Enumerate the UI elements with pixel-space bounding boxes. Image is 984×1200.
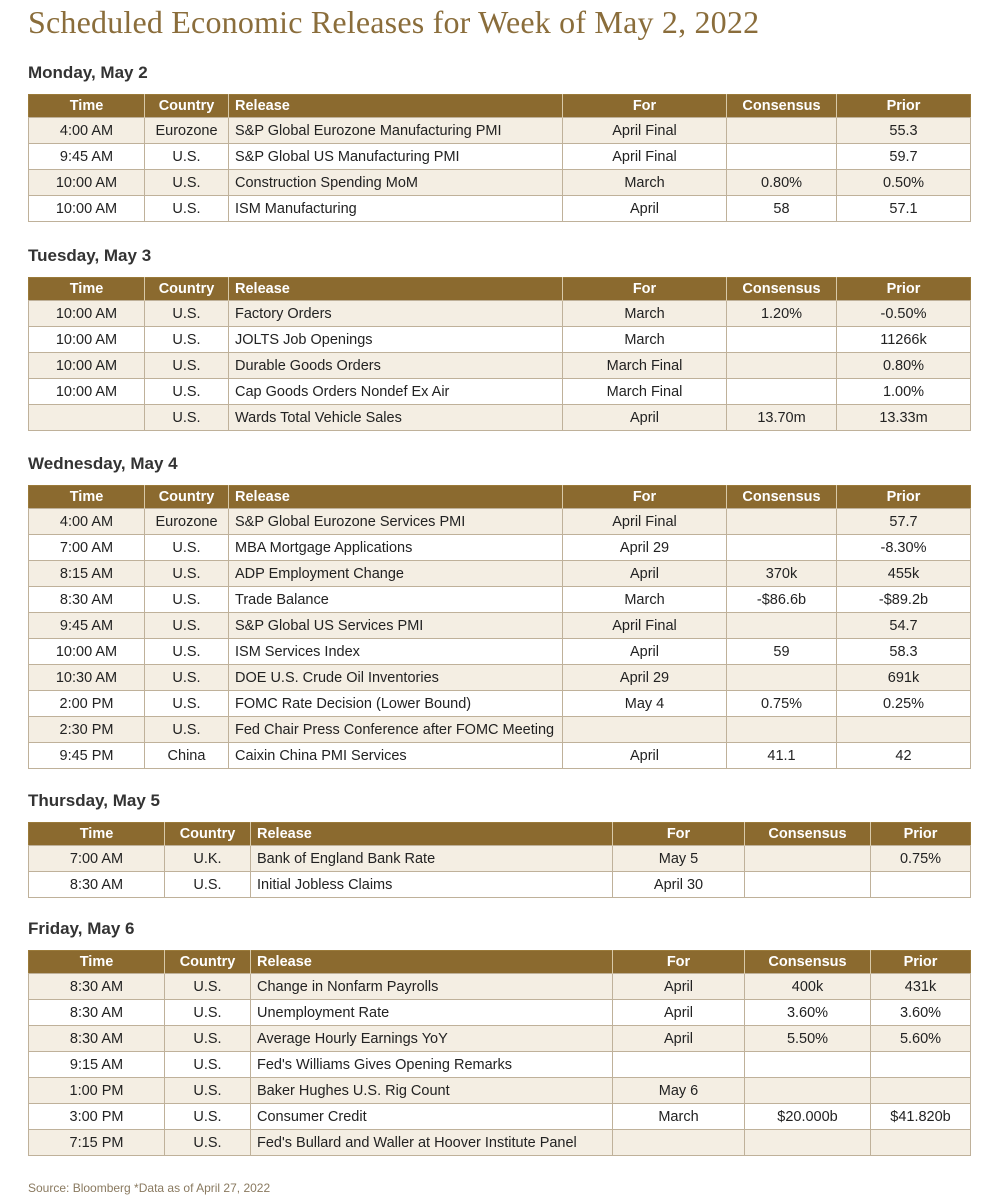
- cell-consensus: [727, 613, 837, 639]
- column-header-time: Time: [29, 486, 145, 509]
- column-header-prior: Prior: [837, 486, 971, 509]
- cell-prior: 455k: [837, 561, 971, 587]
- cell-release: Fed's Williams Gives Opening Remarks: [251, 1052, 613, 1078]
- cell-consensus: [727, 144, 837, 170]
- cell-prior: 5.60%: [871, 1026, 971, 1052]
- cell-release: Cap Goods Orders Nondef Ex Air: [229, 379, 563, 405]
- cell-release: Construction Spending MoM: [229, 170, 563, 196]
- cell-country: U.S.: [145, 196, 229, 222]
- cell-for: May 6: [613, 1078, 745, 1104]
- cell-time: 4:00 AM: [29, 118, 145, 144]
- cell-release: ISM Manufacturing: [229, 196, 563, 222]
- cell-consensus: 1.20%: [727, 301, 837, 327]
- cell-for: April: [563, 405, 727, 431]
- cell-release: Bank of England Bank Rate: [251, 846, 613, 872]
- cell-release: DOE U.S. Crude Oil Inventories: [229, 665, 563, 691]
- cell-for: March Final: [563, 353, 727, 379]
- column-header-release: Release: [229, 95, 563, 118]
- table-row: [29, 1026, 971, 1052]
- cell-for: [613, 1052, 745, 1078]
- column-header-consensus: Consensus: [745, 951, 871, 974]
- cell-release: S&P Global US Manufacturing PMI: [229, 144, 563, 170]
- cell-release: Wards Total Vehicle Sales: [229, 405, 563, 431]
- cell-time: 1:00 PM: [29, 1078, 165, 1104]
- column-header-consensus: Consensus: [727, 278, 837, 301]
- cell-country: U.S.: [145, 587, 229, 613]
- cell-time: 8:30 AM: [29, 1000, 165, 1026]
- cell-for: April: [563, 561, 727, 587]
- cell-country: U.S.: [165, 872, 251, 898]
- cell-prior: 0.80%: [837, 353, 971, 379]
- cell-release: S&P Global Eurozone Services PMI: [229, 509, 563, 535]
- table-row: [29, 535, 971, 561]
- cell-for: March: [563, 587, 727, 613]
- cell-consensus: 0.75%: [727, 691, 837, 717]
- column-header-release: Release: [229, 486, 563, 509]
- column-header-release: Release: [251, 823, 613, 846]
- column-header-time: Time: [29, 95, 145, 118]
- cell-consensus: [745, 1130, 871, 1156]
- cell-prior: [871, 872, 971, 898]
- cell-prior: 1.00%: [837, 379, 971, 405]
- column-header-time: Time: [29, 823, 165, 846]
- day-heading: Monday, May 2: [28, 63, 148, 82]
- cell-consensus: -$86.6b: [727, 587, 837, 613]
- cell-prior: 59.7: [837, 144, 971, 170]
- cell-country: China: [145, 743, 229, 769]
- column-header-for: For: [563, 278, 727, 301]
- cell-release: Average Hourly Earnings YoY: [251, 1026, 613, 1052]
- cell-consensus: [745, 872, 871, 898]
- cell-time: 9:15 AM: [29, 1052, 165, 1078]
- table-row: [29, 509, 971, 535]
- cell-for: April: [613, 1000, 745, 1026]
- cell-for: April: [563, 196, 727, 222]
- cell-for: May 5: [613, 846, 745, 872]
- column-header-time: Time: [29, 278, 145, 301]
- cell-release: Factory Orders: [229, 301, 563, 327]
- cell-release: FOMC Rate Decision (Lower Bound): [229, 691, 563, 717]
- table-row: [29, 327, 971, 353]
- cell-time: 2:30 PM: [29, 717, 145, 743]
- schedule-table: [28, 277, 971, 431]
- cell-prior: 0.25%: [837, 691, 971, 717]
- cell-consensus: 0.80%: [727, 170, 837, 196]
- day-heading: Wednesday, May 4: [28, 454, 178, 473]
- table-row: [29, 1052, 971, 1078]
- schedule-table: [28, 94, 971, 222]
- cell-release: Fed Chair Press Conference after FOMC Meeting: [229, 717, 563, 743]
- cell-release: Initial Jobless Claims: [251, 872, 613, 898]
- cell-for: March: [563, 327, 727, 353]
- cell-time: 7:15 PM: [29, 1130, 165, 1156]
- column-header-time: Time: [29, 951, 165, 974]
- cell-for: March: [563, 170, 727, 196]
- cell-country: U.S.: [145, 379, 229, 405]
- cell-country: U.S.: [145, 613, 229, 639]
- cell-prior: 3.60%: [871, 1000, 971, 1026]
- cell-consensus: [727, 353, 837, 379]
- cell-consensus: 400k: [745, 974, 871, 1000]
- cell-release: ISM Services Index: [229, 639, 563, 665]
- cell-for: March: [613, 1104, 745, 1130]
- column-header-country: Country: [165, 951, 251, 974]
- cell-release: Trade Balance: [229, 587, 563, 613]
- cell-country: U.S.: [145, 717, 229, 743]
- table-row: [29, 301, 971, 327]
- cell-prior: 58.3: [837, 639, 971, 665]
- table-header-row: [29, 278, 971, 301]
- column-header-consensus: Consensus: [727, 95, 837, 118]
- cell-for: March: [563, 301, 727, 327]
- cell-time: 8:30 AM: [29, 872, 165, 898]
- column-header-for: For: [563, 486, 727, 509]
- cell-country: U.S.: [165, 1026, 251, 1052]
- table-row: [29, 1130, 971, 1156]
- cell-country: U.S.: [165, 1000, 251, 1026]
- source-note: Source: Bloomberg *Data as of April 27, 2022: [28, 1181, 271, 1195]
- table-row: [29, 613, 971, 639]
- cell-time: 9:45 AM: [29, 613, 145, 639]
- cell-consensus: 58: [727, 196, 837, 222]
- cell-country: U.S.: [145, 170, 229, 196]
- cell-prior: 42: [837, 743, 971, 769]
- cell-prior: -8.30%: [837, 535, 971, 561]
- cell-prior: $41.820b: [871, 1104, 971, 1130]
- cell-prior: [871, 1130, 971, 1156]
- cell-release: MBA Mortgage Applications: [229, 535, 563, 561]
- cell-prior: 57.1: [837, 196, 971, 222]
- cell-prior: -0.50%: [837, 301, 971, 327]
- cell-prior: 0.75%: [871, 846, 971, 872]
- cell-consensus: $20.000b: [745, 1104, 871, 1130]
- cell-consensus: [727, 665, 837, 691]
- cell-prior: 13.33m: [837, 405, 971, 431]
- cell-for: [613, 1130, 745, 1156]
- table-row: [29, 691, 971, 717]
- table-header-row: [29, 95, 971, 118]
- table-row: [29, 405, 971, 431]
- cell-country: U.S.: [145, 405, 229, 431]
- table-row: [29, 974, 971, 1000]
- cell-consensus: [727, 379, 837, 405]
- cell-consensus: [727, 327, 837, 353]
- cell-for: [563, 717, 727, 743]
- table-header-row: [29, 823, 971, 846]
- cell-consensus: 370k: [727, 561, 837, 587]
- day-heading: Tuesday, May 3: [28, 246, 152, 265]
- column-header-country: Country: [145, 486, 229, 509]
- schedule-table: [28, 822, 971, 898]
- cell-time: 9:45 AM: [29, 144, 145, 170]
- cell-country: U.S.: [145, 327, 229, 353]
- cell-time: 4:00 AM: [29, 509, 145, 535]
- cell-for: April: [563, 743, 727, 769]
- column-header-consensus: Consensus: [745, 823, 871, 846]
- table-row: [29, 846, 971, 872]
- cell-country: Eurozone: [145, 118, 229, 144]
- column-header-prior: Prior: [837, 95, 971, 118]
- schedule-table: [28, 950, 971, 1156]
- day-section-thursday: [28, 790, 972, 898]
- table-row: [29, 743, 971, 769]
- table-row: [29, 170, 971, 196]
- cell-country: U.S.: [165, 1052, 251, 1078]
- cell-prior: -$89.2b: [837, 587, 971, 613]
- table-row: [29, 587, 971, 613]
- column-header-country: Country: [145, 278, 229, 301]
- column-header-prior: Prior: [871, 951, 971, 974]
- cell-prior: [871, 1052, 971, 1078]
- table-row: [29, 1104, 971, 1130]
- cell-prior: 11266k: [837, 327, 971, 353]
- cell-for: April: [613, 1026, 745, 1052]
- cell-time: 10:00 AM: [29, 639, 145, 665]
- cell-release: Caixin China PMI Services: [229, 743, 563, 769]
- table-row: [29, 196, 971, 222]
- cell-country: U.S.: [145, 639, 229, 665]
- column-header-prior: Prior: [871, 823, 971, 846]
- cell-time: 10:00 AM: [29, 379, 145, 405]
- cell-for: May 4: [563, 691, 727, 717]
- table-header-row: [29, 486, 971, 509]
- cell-prior: 55.3: [837, 118, 971, 144]
- table-row: [29, 561, 971, 587]
- cell-release: Fed's Bullard and Waller at Hoover Institute Panel: [251, 1130, 613, 1156]
- cell-time: 10:00 AM: [29, 196, 145, 222]
- cell-country: U.S.: [145, 353, 229, 379]
- cell-time: 8:30 AM: [29, 587, 145, 613]
- cell-time: 2:00 PM: [29, 691, 145, 717]
- cell-country: U.S.: [145, 691, 229, 717]
- cell-time: [29, 405, 145, 431]
- cell-time: 10:00 AM: [29, 353, 145, 379]
- table-row: [29, 639, 971, 665]
- cell-time: 10:30 AM: [29, 665, 145, 691]
- cell-country: U.S.: [145, 144, 229, 170]
- cell-consensus: 59: [727, 639, 837, 665]
- cell-country: U.S.: [145, 301, 229, 327]
- table-row: [29, 1000, 971, 1026]
- cell-country: U.S.: [165, 974, 251, 1000]
- column-header-for: For: [613, 951, 745, 974]
- cell-for: April Final: [563, 509, 727, 535]
- cell-release: S&P Global US Services PMI: [229, 613, 563, 639]
- cell-time: 10:00 AM: [29, 327, 145, 353]
- cell-time: 10:00 AM: [29, 301, 145, 327]
- cell-release: JOLTS Job Openings: [229, 327, 563, 353]
- cell-for: April Final: [563, 613, 727, 639]
- cell-consensus: [727, 509, 837, 535]
- cell-prior: 691k: [837, 665, 971, 691]
- cell-time: 8:15 AM: [29, 561, 145, 587]
- cell-consensus: 3.60%: [745, 1000, 871, 1026]
- cell-country: U.S.: [145, 535, 229, 561]
- day-heading: Thursday, May 5: [28, 791, 160, 810]
- cell-release: Unemployment Rate: [251, 1000, 613, 1026]
- column-header-country: Country: [145, 95, 229, 118]
- cell-time: 7:00 AM: [29, 535, 145, 561]
- cell-consensus: [745, 1078, 871, 1104]
- cell-consensus: [727, 535, 837, 561]
- column-header-country: Country: [165, 823, 251, 846]
- column-header-prior: Prior: [837, 278, 971, 301]
- table-row: [29, 872, 971, 898]
- table-row: [29, 118, 971, 144]
- cell-prior: 0.50%: [837, 170, 971, 196]
- cell-release: Change in Nonfarm Payrolls: [251, 974, 613, 1000]
- cell-time: 7:00 AM: [29, 846, 165, 872]
- cell-country: U.S.: [165, 1130, 251, 1156]
- column-header-release: Release: [229, 278, 563, 301]
- cell-prior: 431k: [871, 974, 971, 1000]
- cell-prior: 54.7: [837, 613, 971, 639]
- cell-release: Baker Hughes U.S. Rig Count: [251, 1078, 613, 1104]
- cell-for: April 30: [613, 872, 745, 898]
- cell-for: April: [613, 974, 745, 1000]
- cell-consensus: [745, 1052, 871, 1078]
- cell-for: April 29: [563, 535, 727, 561]
- table-row: [29, 144, 971, 170]
- table-row: [29, 665, 971, 691]
- cell-time: 9:45 PM: [29, 743, 145, 769]
- day-section-wednesday: [28, 453, 972, 769]
- cell-consensus: [727, 118, 837, 144]
- cell-time: 8:30 AM: [29, 1026, 165, 1052]
- cell-prior: [871, 1078, 971, 1104]
- table-header-row: [29, 951, 971, 974]
- cell-country: U.K.: [165, 846, 251, 872]
- cell-consensus: [727, 717, 837, 743]
- day-section-monday: [28, 62, 972, 222]
- cell-for: April Final: [563, 144, 727, 170]
- cell-prior: 57.7: [837, 509, 971, 535]
- cell-for: April 29: [563, 665, 727, 691]
- column-header-for: For: [563, 95, 727, 118]
- cell-release: S&P Global Eurozone Manufacturing PMI: [229, 118, 563, 144]
- cell-prior: [837, 717, 971, 743]
- table-row: [29, 717, 971, 743]
- cell-time: 3:00 PM: [29, 1104, 165, 1130]
- table-row: [29, 353, 971, 379]
- cell-release: Consumer Credit: [251, 1104, 613, 1130]
- table-row: [29, 1078, 971, 1104]
- cell-consensus: 5.50%: [745, 1026, 871, 1052]
- cell-country: U.S.: [165, 1104, 251, 1130]
- cell-country: U.S.: [145, 561, 229, 587]
- cell-consensus: 41.1: [727, 743, 837, 769]
- cell-country: U.S.: [165, 1078, 251, 1104]
- schedule-table: [28, 485, 971, 769]
- cell-consensus: 13.70m: [727, 405, 837, 431]
- column-header-consensus: Consensus: [727, 486, 837, 509]
- column-header-for: For: [613, 823, 745, 846]
- table-row: [29, 379, 971, 405]
- cell-for: March Final: [563, 379, 727, 405]
- day-section-tuesday: [28, 245, 972, 431]
- page-title: Scheduled Economic Releases for Week of May 2, 2022: [28, 4, 760, 40]
- day-section-friday: [28, 918, 972, 1156]
- cell-for: April Final: [563, 118, 727, 144]
- cell-country: U.S.: [145, 665, 229, 691]
- cell-time: 8:30 AM: [29, 974, 165, 1000]
- cell-release: ADP Employment Change: [229, 561, 563, 587]
- cell-consensus: [745, 846, 871, 872]
- cell-release: Durable Goods Orders: [229, 353, 563, 379]
- cell-for: April: [563, 639, 727, 665]
- column-header-release: Release: [251, 951, 613, 974]
- cell-country: Eurozone: [145, 509, 229, 535]
- day-heading: Friday, May 6: [28, 919, 135, 938]
- cell-time: 10:00 AM: [29, 170, 145, 196]
